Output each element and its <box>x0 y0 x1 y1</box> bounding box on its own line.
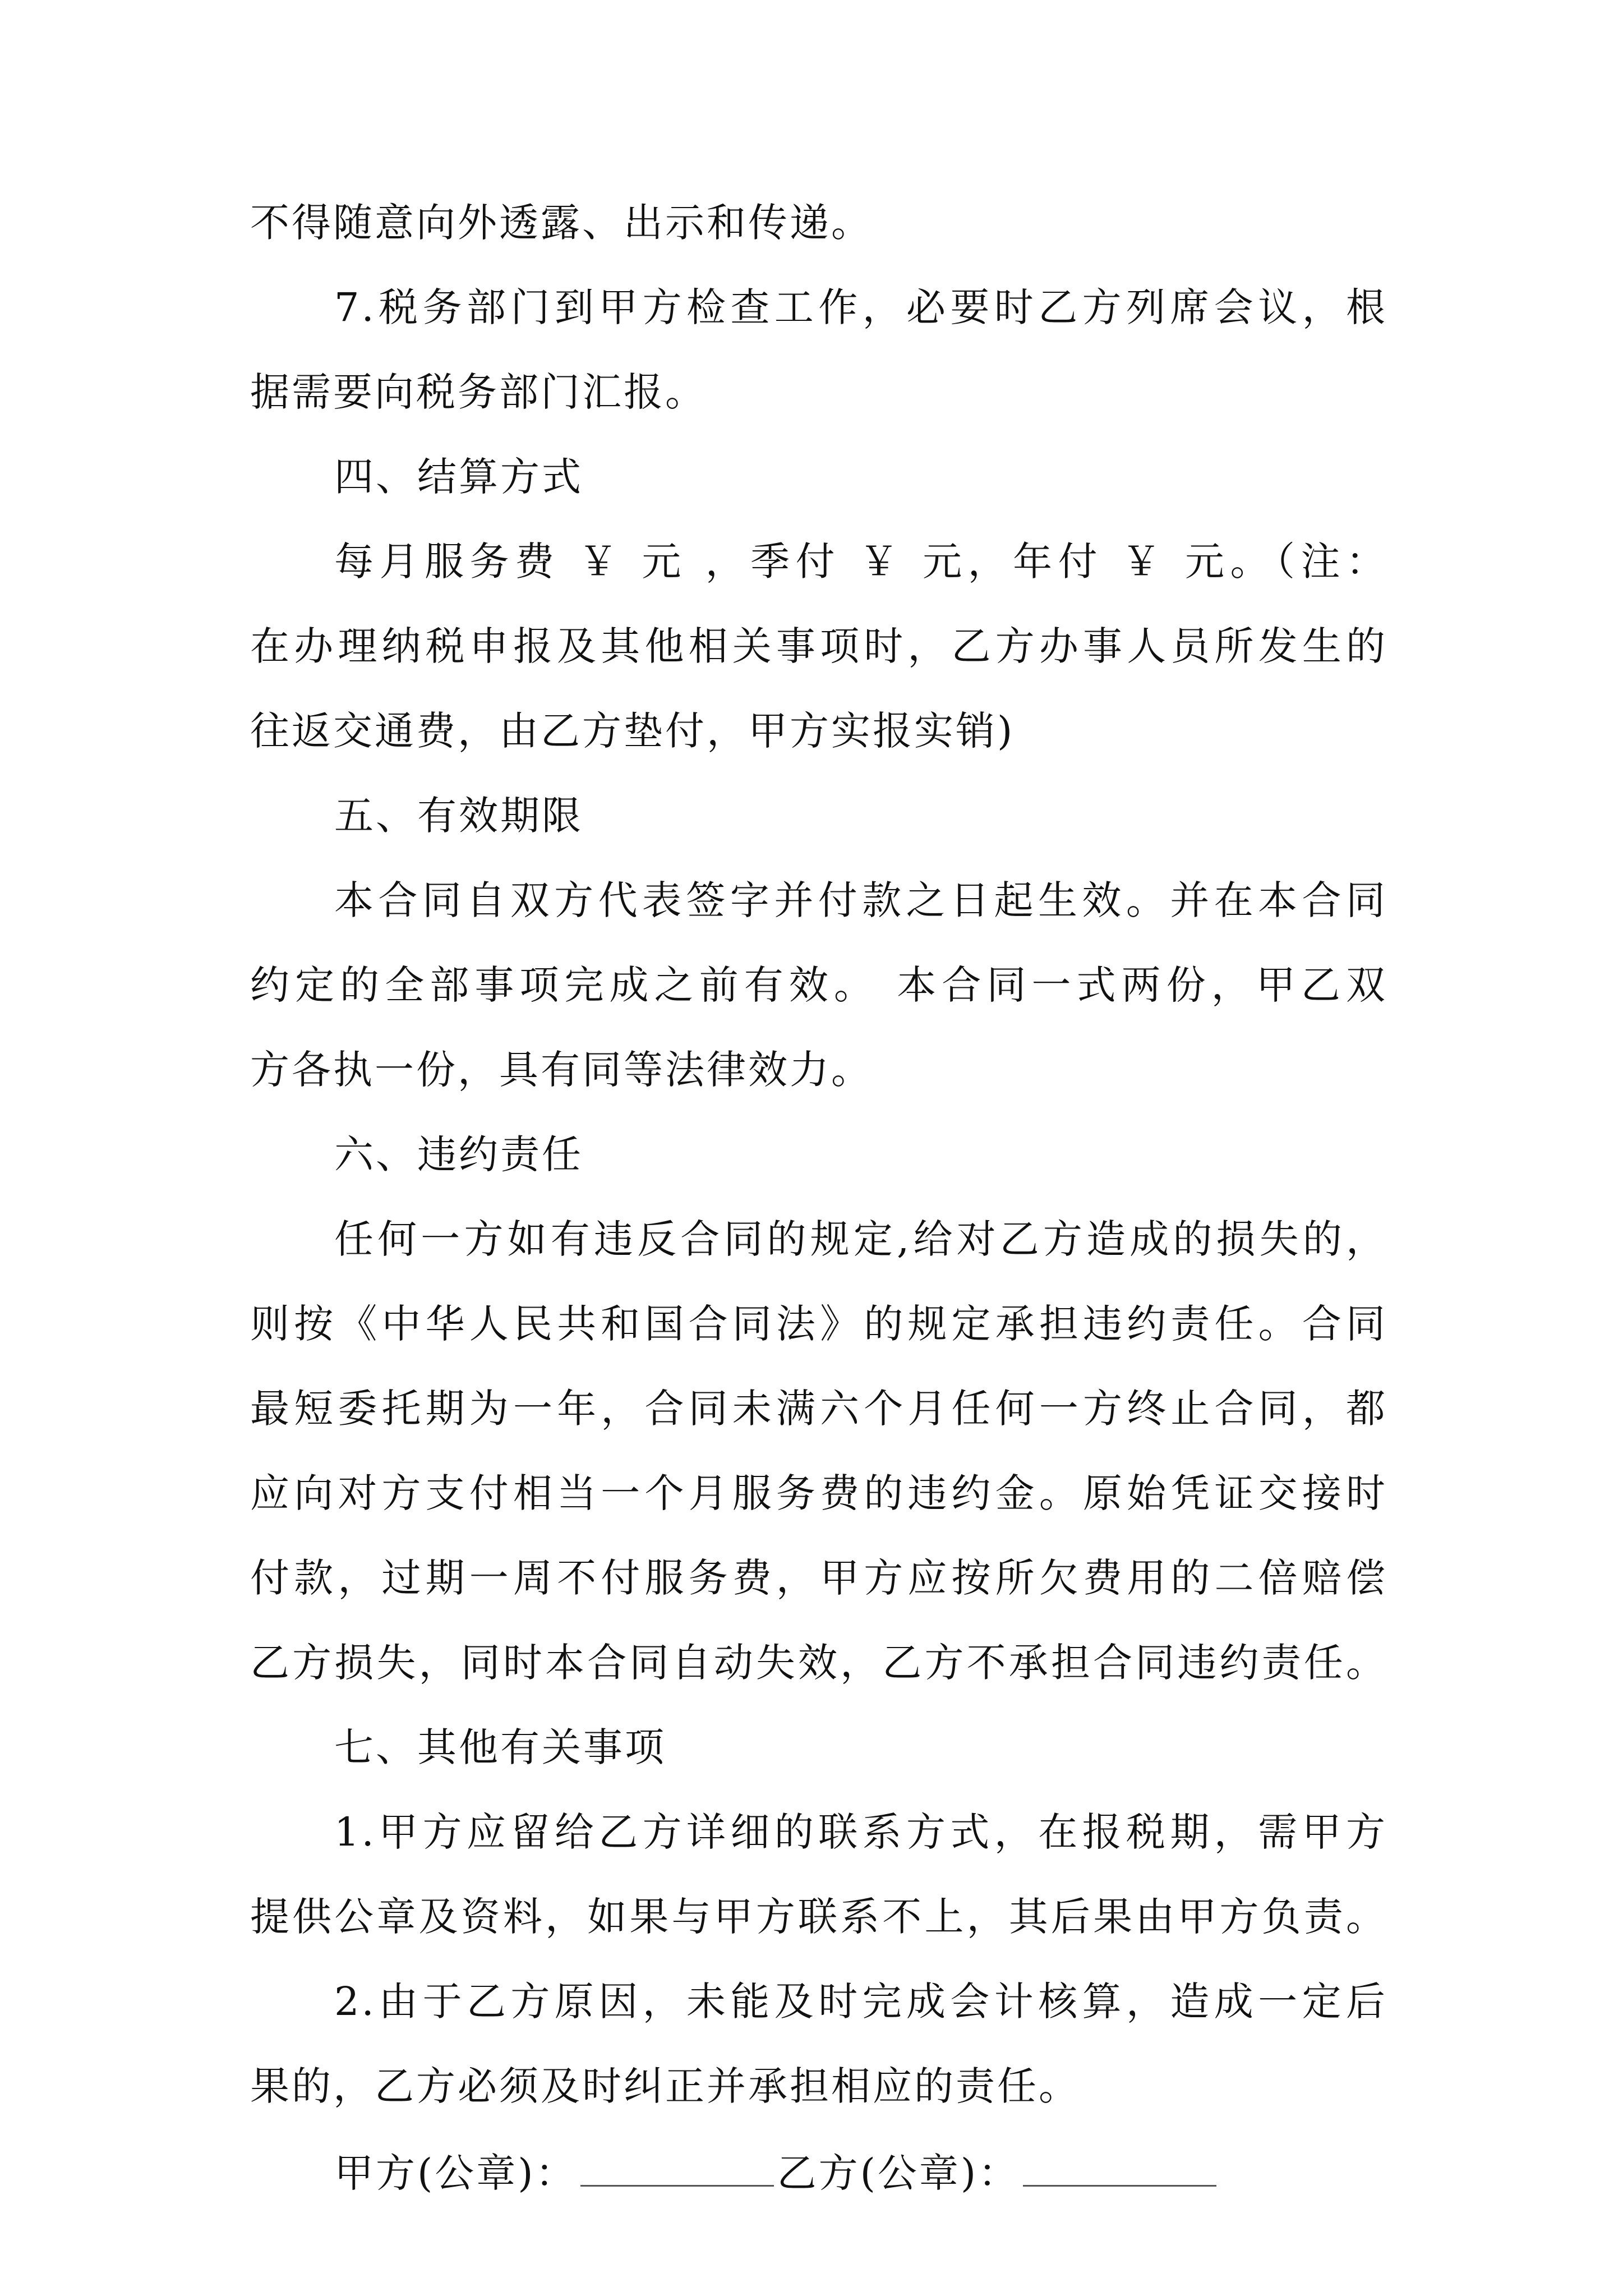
section-heading: 七、其他有关事项 <box>334 1724 666 1770</box>
paragraph-line: 7.税务部门到甲方检查工作，必要时乙方列席会议，根 <box>334 284 1387 330</box>
paragraph-line: 1.甲方应留给乙方详细的联系方式，在报税期，需甲方 <box>334 1809 1387 1855</box>
section-heading: 四、结算方式 <box>334 454 583 500</box>
paragraph-line: 最短委托期为一年，合同未满六个月任何一方终止合同，都 <box>250 1386 1387 1432</box>
paragraph-line: 约定的全部事项完成之前有效。 本合同一式两份，甲乙双 <box>250 962 1387 1008</box>
paragraph-line: 付款，过期一周不付服务费，甲方应按所欠费用的二倍赔偿 <box>250 1555 1387 1601</box>
party-a-seal-blank[interactable] <box>580 2146 774 2187</box>
paragraph-line: 方各执一份，具有同等法律效力。 <box>250 1047 873 1093</box>
paragraph-line: 乙方损失，同时本合同自动失效，乙方不承担合同违约责任。 <box>250 1640 1387 1686</box>
paragraph-line: 据需要向税务部门汇报。 <box>250 369 707 415</box>
section-heading: 五、有效期限 <box>334 793 583 839</box>
paragraph-line: 每月服务费 ￥ 元 ，季付 ￥ 元，年付 ￥ 元。（注： <box>334 539 1387 585</box>
paragraph-line: 2.由于乙方原因，未能及时完成会计核算，造成一定后 <box>334 1978 1387 2024</box>
paragraph-line: 任何一方如有违反合同的规定,给对乙方造成的损失的， <box>334 1216 1387 1262</box>
party-b-seal-blank[interactable] <box>1023 2146 1216 2187</box>
contract-body <box>250 197 1387 2230</box>
paragraph-line: 在办理纳税申报及其他相关事项时，乙方办事人员所发生的 <box>250 623 1387 669</box>
paragraph-line: 则按《中华人民共和国合同法》的规定承担违约责任。合同 <box>250 1301 1387 1347</box>
paragraph-line: 本合同自双方代表签字并付款之日起生效。并在本合同 <box>334 877 1387 923</box>
party-b-seal-label: 乙方(公章)： <box>777 2150 1020 2196</box>
paragraph-line: 提供公章及资料，如果与甲方联系不上，其后果由甲方负责。 <box>250 1894 1387 1940</box>
party-a-seal-label: 甲方(公章)： <box>334 2150 577 2196</box>
paragraph-line: 应向对方支付相当一个月服务费的违约金。原始凭证交接时 <box>250 1470 1387 1516</box>
section-heading: 六、违约责任 <box>334 1131 583 1177</box>
signature-line <box>250 2146 1387 2196</box>
paragraph-line: 果的，乙方必须及时纠正并承担相应的责任。 <box>250 2063 1080 2109</box>
paragraph-line: 不得随意向外透露、出示和传递。 <box>250 200 873 246</box>
paragraph-line: 往返交通费，由乙方垫付，甲方实报实销) <box>250 708 1015 754</box>
